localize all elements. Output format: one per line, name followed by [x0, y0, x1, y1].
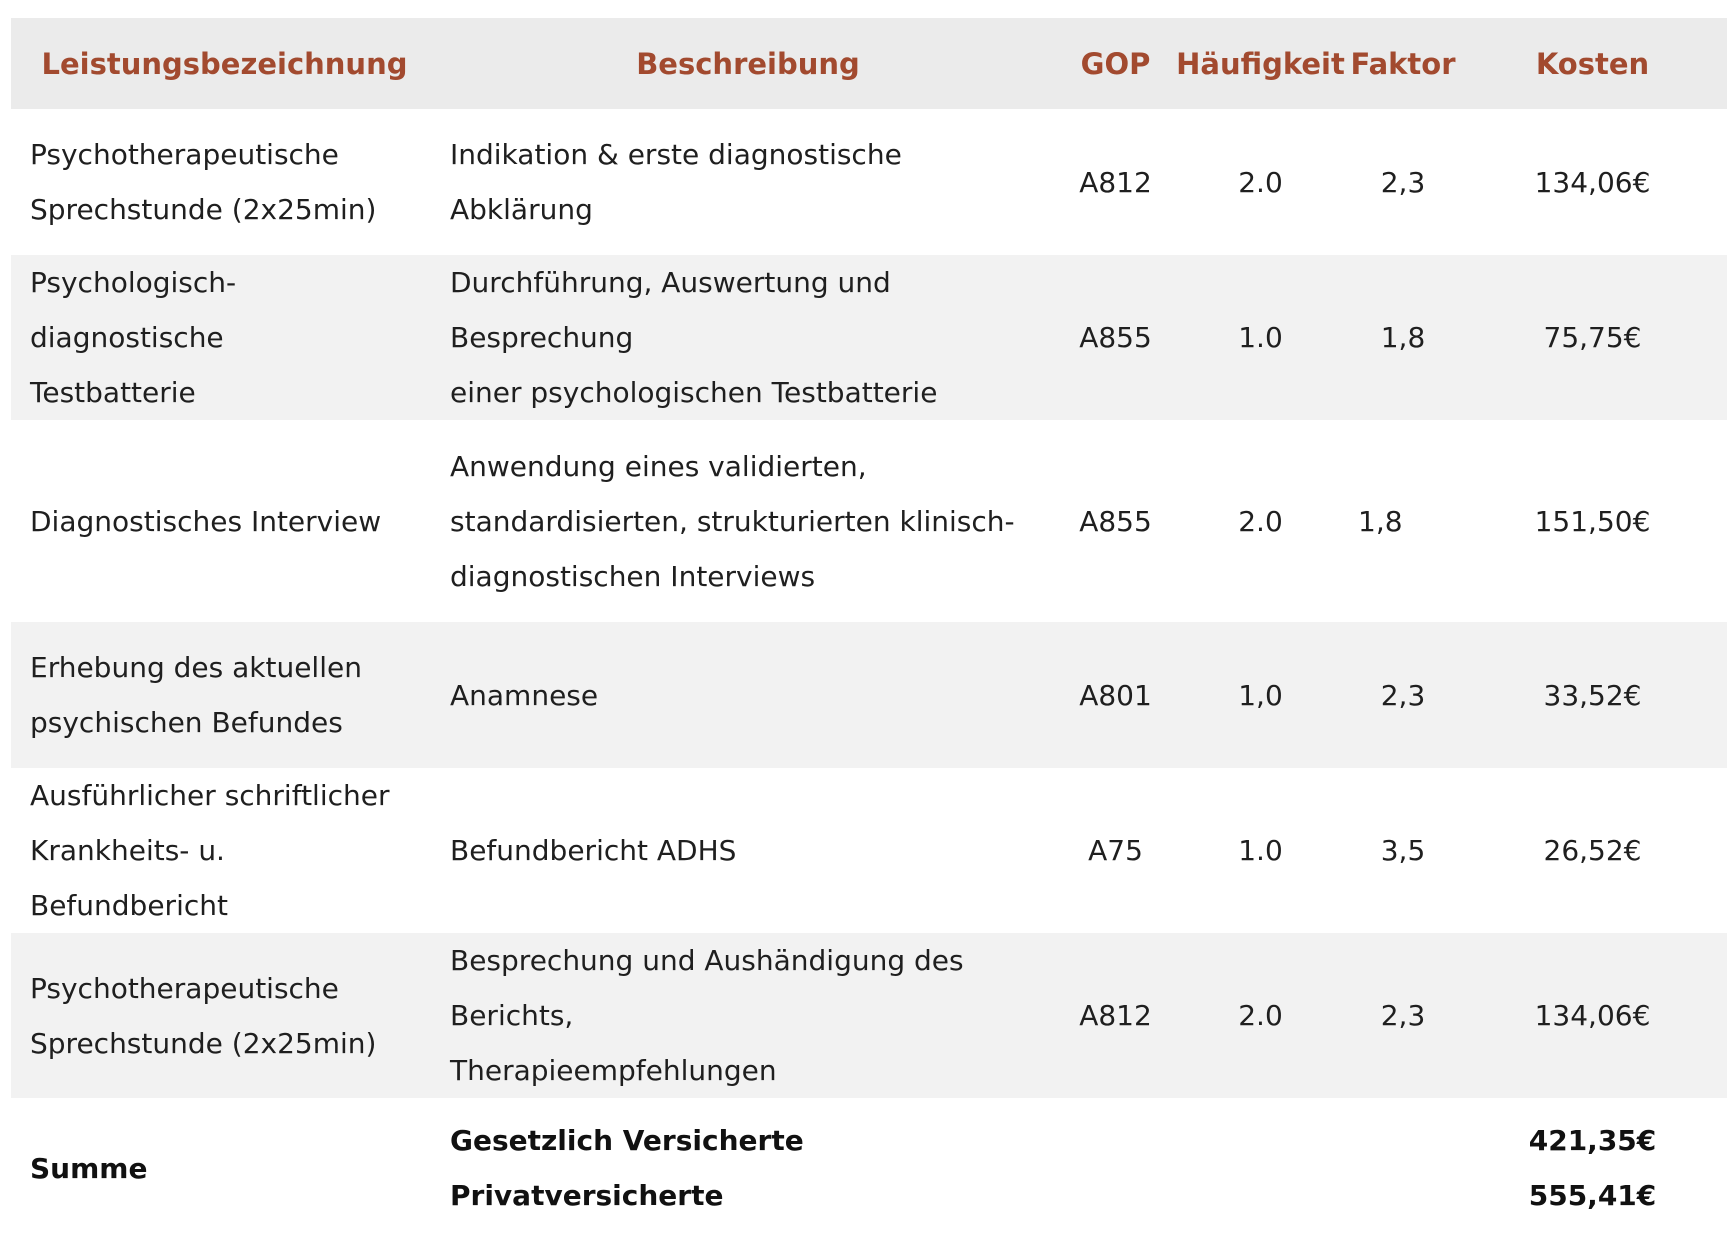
gop-cell: A801	[1079, 678, 1152, 712]
service-name-line: psychischen Befundes	[30, 706, 343, 739]
description-cell	[438, 768, 1058, 933]
column-header-beschreibung: Beschreibung	[438, 18, 1058, 109]
service-name-line: Krankheits- u. Befundbericht	[30, 834, 228, 922]
frequency-cell: 1,0	[1238, 678, 1283, 712]
service-name-line: Sprechstunde (2x25min)	[30, 1026, 377, 1060]
service-name-cell	[11, 109, 438, 255]
service-name-line: Sprechstunde (2x25min)	[30, 193, 377, 226]
description-line: Durchführung, Auswertung und Besprechung	[450, 266, 891, 354]
table-row	[11, 255, 1727, 420]
cost-cell: 26,52€	[1543, 834, 1642, 867]
summary-empty-freq	[1173, 1098, 1348, 1238]
summary-privat-label: Privatversicherte	[450, 1179, 724, 1212]
cost-cell: 134,06€	[1534, 999, 1651, 1032]
service-name-line: Psychotherapeutische	[30, 971, 339, 1005]
description-line: Anamnese	[450, 678, 599, 712]
cost-table	[11, 18, 1727, 1238]
service-name-cell	[11, 420, 438, 622]
description-cell	[438, 109, 1058, 255]
summary-privat-value: 555,41€	[1528, 1179, 1657, 1212]
cost-cell: 151,50€	[1534, 504, 1651, 538]
description-cell	[438, 933, 1058, 1098]
table-header-row	[11, 18, 1727, 109]
description-cell	[438, 622, 1058, 768]
table-row	[11, 933, 1727, 1098]
table-row	[11, 622, 1727, 768]
frequency-cell: 2.0	[1238, 165, 1283, 199]
service-name-cell	[11, 933, 438, 1098]
column-header-gop: GOP	[1058, 18, 1173, 109]
description-cell	[438, 255, 1058, 420]
factor-cell: 1,8	[1358, 504, 1403, 538]
service-name-line: Ausführlicher schriftlicher	[30, 779, 390, 812]
table-row	[11, 768, 1727, 933]
column-header-leistung: Leistungsbezeichnung	[11, 18, 438, 109]
frequency-cell: 2.0	[1238, 504, 1283, 538]
service-name-line: Erhebung des aktuellen	[30, 651, 362, 684]
service-name-cell	[11, 768, 438, 933]
summary-empty-gop	[1058, 1098, 1173, 1238]
summary-gesetzlich-value: 421,35€	[1528, 1124, 1657, 1157]
factor-cell: 2,3	[1380, 678, 1426, 712]
table-body	[11, 109, 1727, 1238]
cost-cell: 75,75€	[1543, 321, 1642, 354]
column-header-faktor: Faktor	[1348, 18, 1458, 109]
gop-cell: A855	[1079, 504, 1152, 538]
cost-cell: 134,06€	[1534, 165, 1651, 199]
column-header-kosten: Kosten	[1458, 18, 1727, 109]
service-name-line: Testbatterie	[30, 376, 196, 409]
table-row	[11, 109, 1727, 255]
summary-empty-factor	[1348, 1098, 1458, 1238]
column-header-haeufigkeit: Häufigkeit	[1173, 18, 1348, 109]
frequency-cell: 1.0	[1238, 321, 1283, 354]
summary-gesetzlich-label: Gesetzlich Versicherte	[450, 1124, 804, 1157]
description-line: Befundbericht ADHS	[450, 834, 737, 867]
frequency-cell: 2.0	[1238, 999, 1283, 1032]
description-cell	[438, 420, 1058, 622]
service-name-cell	[11, 622, 438, 768]
description-line: Therapieempfehlungen	[450, 1054, 777, 1087]
frequency-cell: 1.0	[1238, 834, 1283, 867]
service-name-line: Psychotherapeutische	[30, 138, 339, 171]
table-row	[11, 420, 1727, 622]
description-line: Anwendung eines validierten,	[450, 449, 867, 483]
description-line: Indikation & erste diagnostische Abklärung	[450, 138, 902, 226]
factor-cell: 3,5	[1380, 834, 1426, 867]
description-line: Besprechung und Aushändigung des Berichts,	[450, 944, 964, 1032]
service-name-cell	[11, 255, 438, 420]
factor-cell: 2,3	[1380, 999, 1426, 1032]
summary-row	[11, 1098, 1727, 1238]
factor-cell: 1,8	[1380, 321, 1426, 354]
gop-cell: A75	[1088, 834, 1143, 867]
description-line: diagnostischen Interviews	[450, 559, 816, 593]
gop-cell: A855	[1079, 321, 1152, 354]
service-name-line: Psychologisch-diagnostische	[30, 266, 237, 354]
gop-cell: A812	[1079, 999, 1152, 1032]
summary-label: Summe	[30, 1151, 148, 1185]
gop-cell: A812	[1079, 165, 1152, 199]
cost-cell: 33,52€	[1543, 678, 1642, 712]
summary-categories	[438, 1098, 1058, 1238]
service-name-line: Diagnostisches Interview	[30, 504, 382, 538]
summary-values	[1458, 1098, 1727, 1238]
description-line: einer psychologischen Testbatterie	[450, 376, 938, 409]
factor-cell: 2,3	[1380, 165, 1426, 199]
cost-table-container	[11, 18, 1727, 1238]
description-line: standardisierten, strukturierten klinisch-	[450, 504, 1015, 538]
